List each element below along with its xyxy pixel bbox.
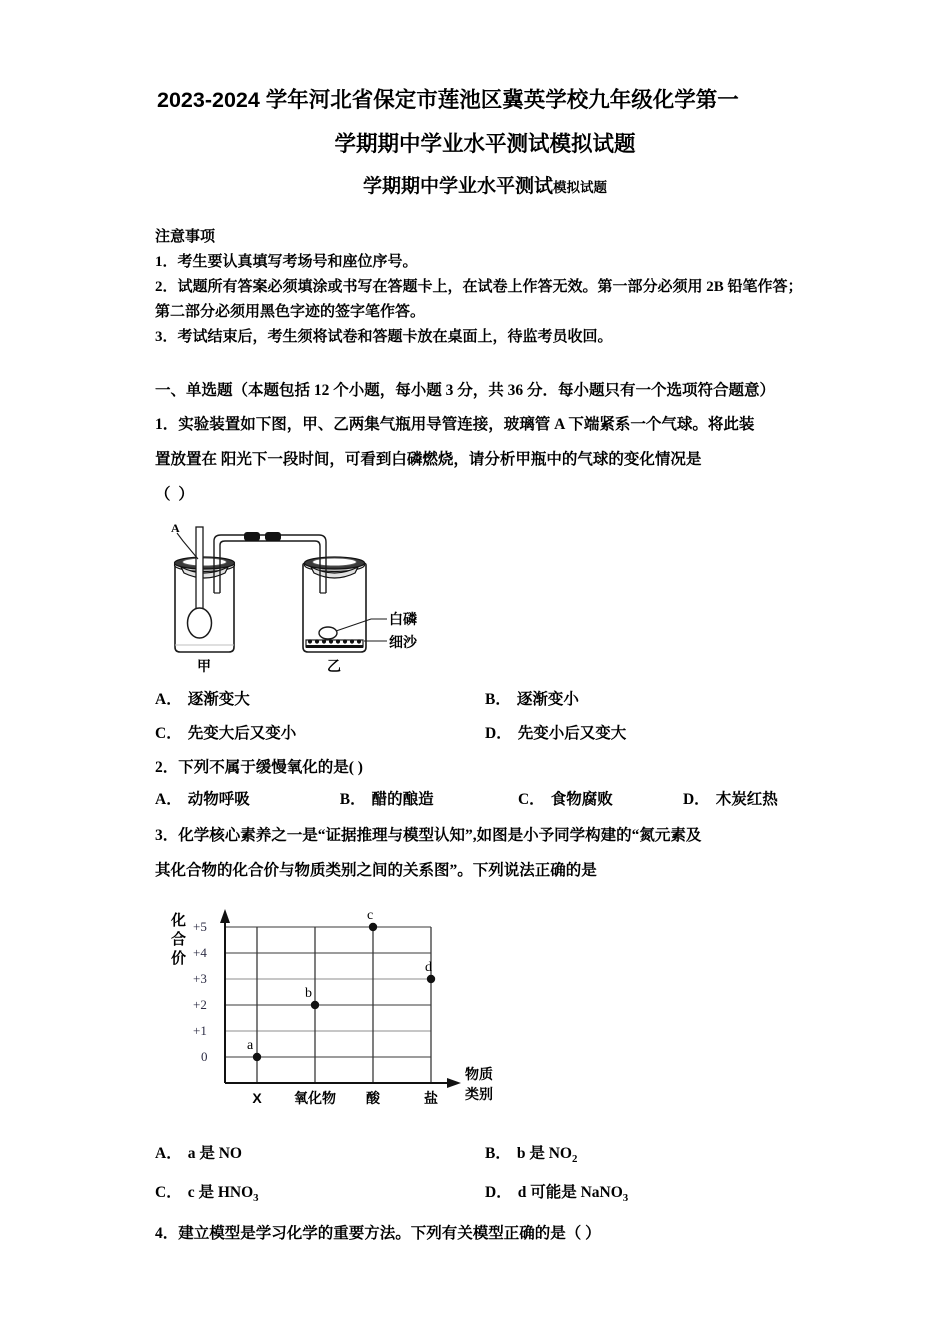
question-3-option-a-label: A． (155, 1145, 182, 1162)
chart-point-c (369, 923, 377, 931)
question-1-option-c-label: C． (155, 725, 182, 742)
question-2-stem (155, 753, 815, 783)
question-2-option-d-text: 木炭红热 (715, 791, 778, 808)
chart-xtick-x: X (252, 1090, 262, 1106)
question-4-stem (155, 1217, 815, 1250)
chart-y-tick-labels (193, 919, 208, 1064)
apparatus-diagram (165, 519, 455, 679)
question-2-option-c-text: 食物腐败 (550, 791, 613, 808)
question-1-line2-row (155, 443, 815, 476)
notice-heading: 注意事项 (155, 229, 216, 245)
notice-block (155, 225, 815, 350)
question-3-option-b[interactable] (485, 1137, 815, 1176)
question-3-option-d-sub: 3 (622, 1192, 629, 1205)
valence-chart-svg (163, 901, 503, 1131)
question-2-option-a[interactable] (155, 783, 340, 817)
chart-ytick-5: +5 (193, 919, 207, 934)
chart-ytick-2: +2 (193, 997, 207, 1012)
question-2-option-d-label: D． (682, 791, 710, 808)
chart-ytick-3: +3 (193, 971, 207, 986)
chart-x-tick-labels (252, 1090, 438, 1106)
question-2-option-c-label: C． (517, 791, 545, 808)
question-3-option-c[interactable] (155, 1176, 485, 1215)
chart-point-a (253, 1053, 261, 1061)
balloon (188, 608, 212, 638)
question-3-options-row-1 (155, 1137, 815, 1176)
apparatus-label-sand: 细沙 (389, 634, 417, 650)
chart-point-label-a: a (247, 1038, 254, 1053)
apparatus-label-phosphorus: 白磷 (389, 611, 417, 627)
question-1-option-d-text: 先变小后又变大 (517, 725, 627, 742)
chart-xtick-oxide: 氧化物 (294, 1090, 336, 1106)
question-3-option-d-label: D． (485, 1184, 512, 1202)
chart-x-axis-arrow (447, 1078, 461, 1088)
question-2-option-a-text: 动物呼吸 (187, 791, 250, 808)
question-3-option-a-text: a 是 NO (187, 1145, 242, 1162)
question-3-option-b-text: b 是 NO (516, 1145, 572, 1162)
question-1-line1: 实验装置如下图，甲、乙两集气瓶用导管连接，玻璃管 A 下端紧系一个气球。将此装 (178, 416, 755, 433)
question-4-number: 4． (155, 1225, 179, 1243)
white-phosphorus (319, 627, 337, 639)
section-heading: 一、单选题（本题包括 12 个小题，每小题 3 分，共 36 分．每小题只有一个选项符合题意） (155, 382, 776, 399)
page-title (155, 78, 815, 166)
question-3-option-d[interactable] (485, 1176, 815, 1215)
chart-point-label-d: d (425, 960, 432, 975)
question-3-line2: 其化合物的化合价与物质类别之间的关系图”。下列说法正确的是 (155, 862, 597, 879)
chart-gridlines-horizontal (225, 927, 431, 1057)
question-1-line2: 置放置在 阳光下一段时间，可看到白磷燃烧，请分析甲瓶中的气球的变化情况是 (155, 451, 702, 468)
valence-category-chart (163, 901, 503, 1131)
chart-point-b (311, 1001, 319, 1009)
question-2-number: 2． (155, 759, 179, 776)
question-2-option-b-text: 醋的酿造 (371, 791, 434, 808)
question-3-number: 3． (155, 827, 179, 844)
chart-y-axis-label (170, 911, 186, 967)
question-2-options-row (155, 783, 815, 817)
chart-xlabel-line2: 类别 (465, 1086, 493, 1102)
chart-point-d (427, 975, 435, 983)
question-3-stem (155, 819, 815, 852)
question-3-option-c-text: c 是 HNO (187, 1184, 254, 1202)
svg-text:价: 价 (171, 950, 187, 967)
chart-data-points (253, 923, 435, 1061)
glass-tube-a (196, 527, 203, 619)
question-2-option-b[interactable] (340, 783, 518, 817)
page-subtitle-main: 学期期中学业水平测试 (362, 176, 553, 197)
question-1-options-row-2 (155, 717, 815, 751)
question-3-option-b-sub: 2 (571, 1153, 578, 1166)
fine-sand-layer (306, 639, 363, 648)
chart-xtick-acid: 酸 (366, 1090, 380, 1106)
chart-point-label-c: c (367, 908, 374, 923)
page-subtitle (155, 172, 815, 203)
question-2-line1: 下列不属于缓慢氧化的是( ) (178, 759, 363, 776)
svg-text:合: 合 (171, 931, 187, 948)
question-1-option-a-label: A． (155, 691, 182, 708)
question-3-option-b-label: B． (485, 1145, 511, 1162)
chart-x-axis-label (465, 1066, 493, 1102)
question-1-options-row-1 (155, 683, 815, 717)
question-2-option-b-label: B． (339, 791, 366, 808)
notice-item-1: 1．考生要认真填写考场号和座位序号。 (155, 254, 418, 270)
question-4-line1: 建立模型是学习化学的重要方法。下列有关模型正确的是（ ） (178, 1225, 601, 1243)
question-3-option-d-text: d 可能是 NaNO (517, 1184, 623, 1202)
question-1-answer-blank: （ ） (155, 486, 196, 503)
question-3-option-a[interactable] (155, 1137, 485, 1176)
page-subtitle-suffix: 模拟试题 (553, 180, 607, 195)
question-1-option-b-text: 逐渐变小 (516, 691, 579, 708)
question-3-option-c-sub: 3 (253, 1192, 259, 1205)
question-3-option-c-label: C． (155, 1184, 182, 1202)
notice-item-3: 3．考试结束后，考生须将试卷和答题卡放在桌面上，待监考员收回。 (155, 329, 613, 345)
question-1-option-d[interactable] (485, 717, 815, 751)
svg-text:化: 化 (171, 912, 187, 929)
chart-ytick-1: +1 (193, 1023, 207, 1038)
apparatus-label-left-bottle: 甲 (197, 658, 211, 674)
chart-y-axis-arrow (220, 909, 230, 923)
question-1-option-a[interactable] (155, 683, 485, 717)
question-2-option-d[interactable] (683, 783, 815, 817)
chart-xtick-salt: 盐 (424, 1090, 438, 1106)
question-1-option-c[interactable] (155, 717, 485, 751)
page-title-line2: 学期期中学业水平测试模拟试题 (334, 132, 636, 156)
question-1-option-b-label: B． (485, 691, 511, 708)
question-2-option-a-label: A． (155, 791, 182, 808)
question-1-number: 1． (155, 416, 179, 433)
question-2-option-c[interactable] (518, 783, 683, 817)
question-3-options-row-2 (155, 1176, 815, 1215)
question-3-line2-row (155, 854, 815, 887)
tube-clamp-icon (244, 532, 281, 541)
chart-ytick-0: 0 (201, 1049, 208, 1064)
page-content (155, 78, 815, 1250)
question-1-stem (155, 408, 815, 441)
question-1-option-d-label: D． (485, 725, 512, 742)
question-1-option-c-text: 先变大后又变小 (187, 725, 297, 742)
notice-item-2: 2．试题所有答案必须填涂或书写在答题卡上，在试卷上作答无效。第一部分必须用 2B 铅笔作答；第二部分必须用黑色字迹的签字笔作答。 (155, 279, 803, 320)
apparatus-label-a: A (171, 521, 180, 535)
chart-ytick-4: +4 (193, 945, 207, 960)
chart-point-label-b: b (305, 986, 312, 1001)
question-1-option-a-text: 逐渐变大 (187, 691, 250, 708)
apparatus-svg (165, 519, 455, 679)
chart-xlabel-line1: 物质 (465, 1066, 493, 1082)
page-title-line1: 2023-2024 学年河北省保定市莲池区冀英学校九年级化学第一 (157, 88, 739, 112)
question-3-line1: 化学核心素养之一是“证据推理与模型认知”,如图是小予同学构建的“氮元素及 (178, 827, 702, 844)
apparatus-label-right-bottle: 乙 (327, 658, 341, 674)
question-1-option-b[interactable] (485, 683, 815, 717)
